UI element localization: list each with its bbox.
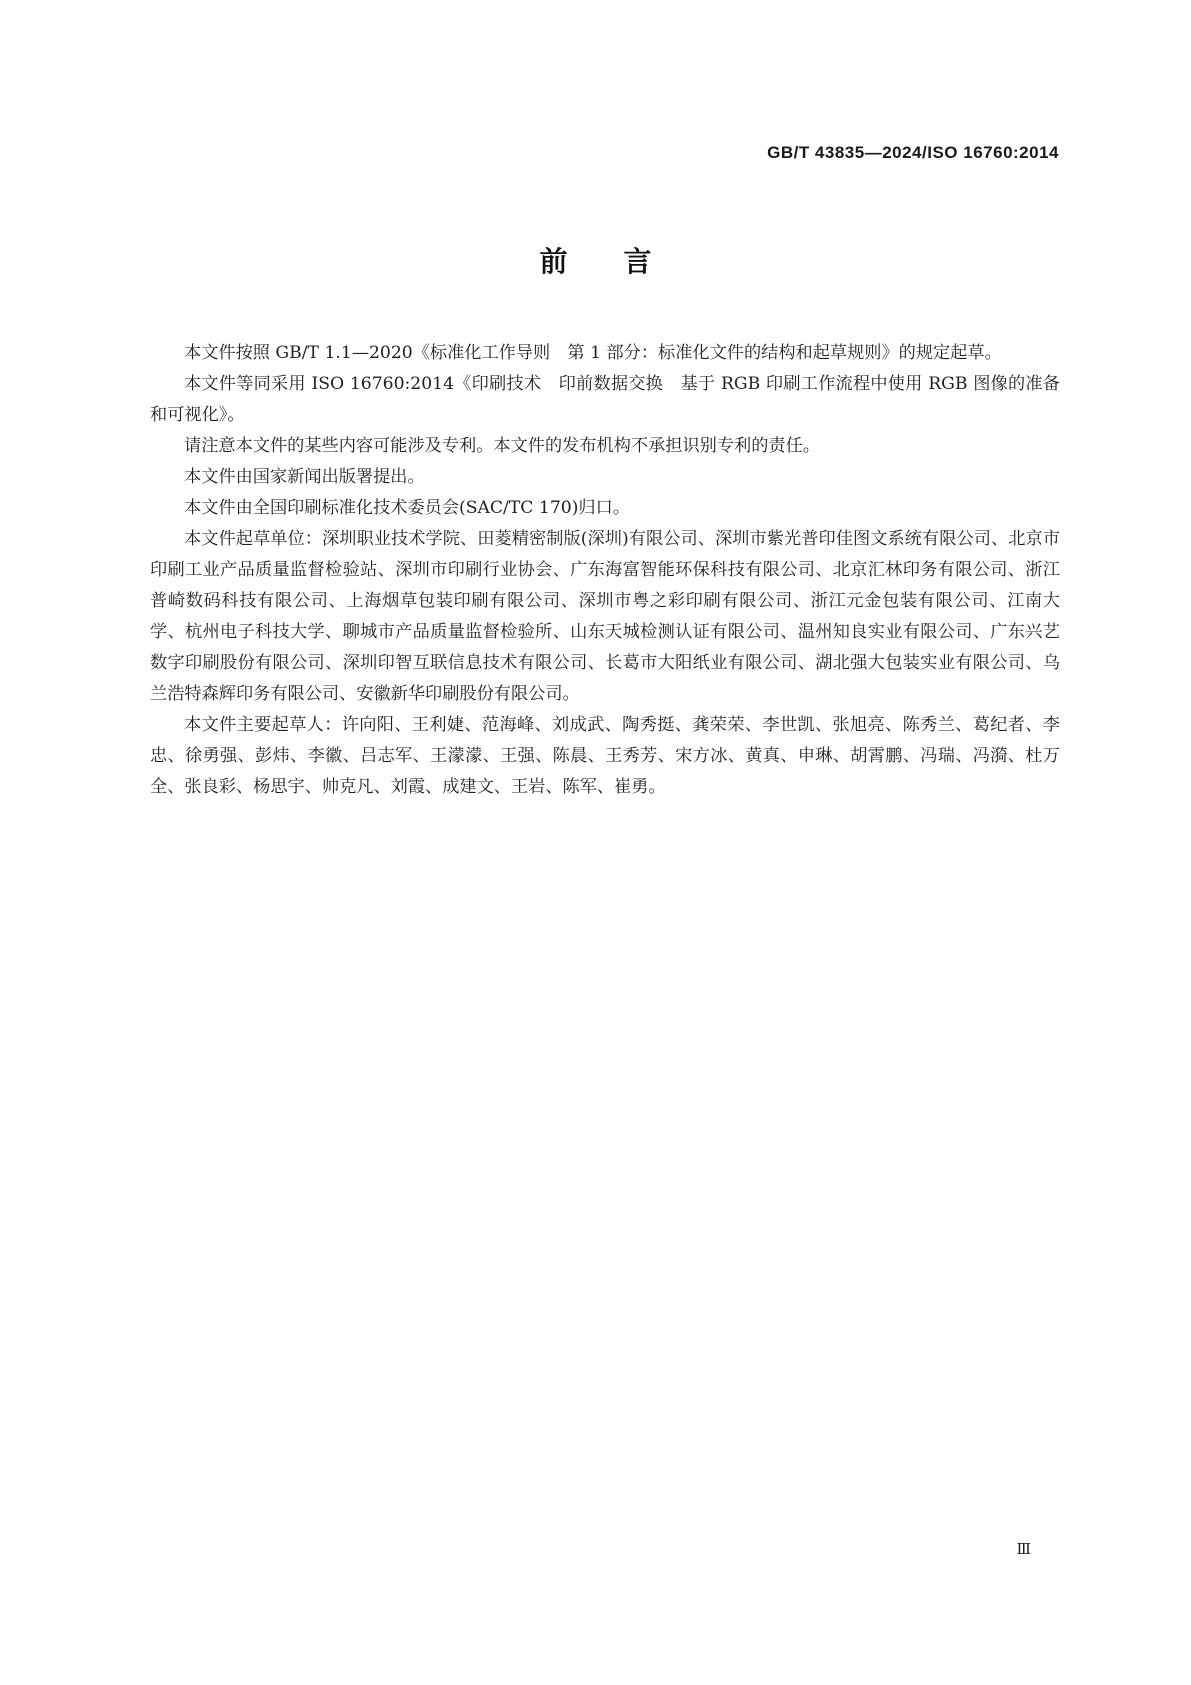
- paragraph-principal-drafters: 本文件主要起草人：许向阳、王利婕、范海峰、刘成武、陶秀挺、龚荣荣、李世凯、张旭亮、陈秀兰、葛纪者、李忠、徐勇强、彭炜、李徽、吕志军、王濛濛、王强、陈晨、王秀芳、宋方冰、黄真、申琳、胡霄鹏、冯瑞、冯漪、杜万全、张良彩、杨思宇、帅克凡、刘霞、成建文、王岩、陈军、崔勇。: [150, 715, 1060, 797]
- page-title: 前言: [539, 245, 708, 278]
- page-number: Ⅲ: [1016, 1540, 1031, 1558]
- standard-code: GB/T 43835—2024/ISO 16760:2014: [767, 143, 1059, 162]
- paragraph-technical-committee: 本文件由全国印刷标准化技术委员会(SAC/TC 170)归口。: [184, 498, 630, 518]
- paragraph-drafting-rules: 本文件按照 GB/T 1.1—2020《标准化工作导则 第 1 部分：标准化文件的结构和起草规则》的规定起草。: [184, 343, 1002, 363]
- paragraph-patent-notice: 请注意本文件的某些内容可能涉及专利。本文件的发布机构不承担识别专利的责任。: [184, 436, 820, 456]
- foreword-body: [150, 338, 1060, 803]
- paragraph-proposer: 本文件由国家新闻出版署提出。: [184, 467, 425, 487]
- paragraph-drafting-organizations: 本文件起草单位：深圳职业技术学院、田菱精密制版(深圳)有限公司、深圳市紫光普印佳图文系统有限公司、北京市印刷工业产品质量监督检验站、深圳市印刷行业协会、广东海富智能环保科技有限公司、北京汇林印务有限公司、浙江普崎数码科技有限公司、上海烟草包装印刷有限公司、深圳市粤之彩印刷有限公司、浙江元金包装有限公司、江南大学、杭州电子科技大学、聊城市产品质量监督检验所、山东天城检测认证有限公司、温州知良实业有限公司、广东兴艺数字印刷股份有限公司、深圳印智互联信息技术有限公司、长葛市大阳纸业有限公司、湖北强大包装实业有限公司、乌兰浩特森辉印务有限公司、安徽新华印刷股份有限公司。: [150, 529, 1060, 704]
- paragraph-iso-adoption: 本文件等同采用 ISO 16760:2014《印刷技术 印前数据交换 基于 RGB 印刷工作流程中使用 RGB 图像的准备和可视化》。: [150, 374, 1060, 425]
